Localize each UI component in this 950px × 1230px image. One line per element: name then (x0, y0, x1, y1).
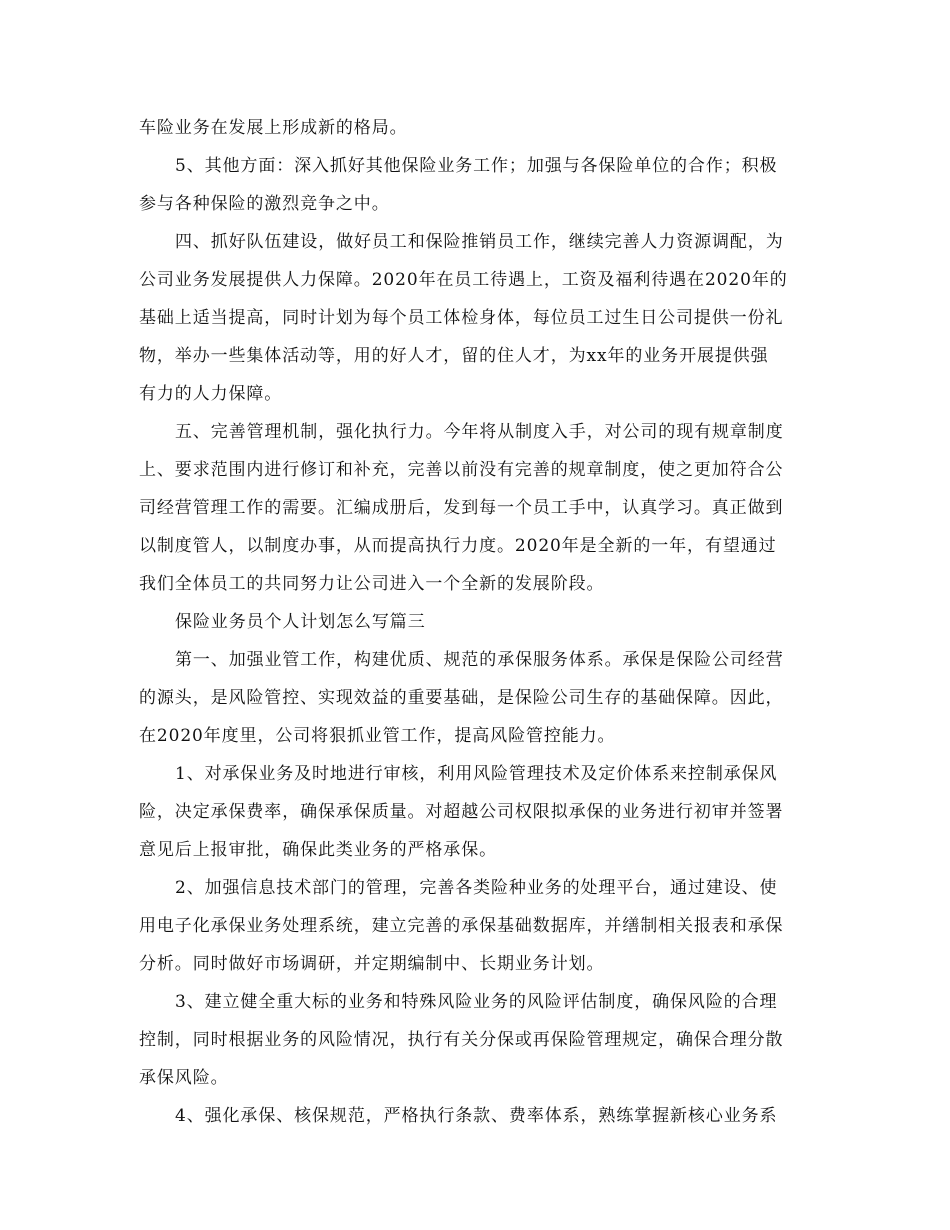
text-line: 司经营管理工作的需要。汇编成册后，发到每一个员工手中，认真学习。真正做到 (139, 498, 784, 518)
text-line: 我们全体员工的共同努力让公司进入一个全新的发展阶段。 (139, 574, 605, 594)
text-line: 分析。同时做好市场调研，并定期编制中、长期业务计划。 (139, 954, 605, 974)
text-line: 有力的人力保障。 (139, 384, 283, 404)
text-line: 四、抓好队伍建设，做好员工和保险推销员工作，继续完善人力资源调配，为 (175, 232, 784, 252)
text-line: 的源头，是风险管控、实现效益的重要基础，是保险公司生存的基础保障。因此， (139, 688, 784, 708)
text-line: 承保风险。 (139, 1068, 229, 1088)
text-line: 险，决定承保费率，确保承保质量。对超越公司权限拟承保的业务进行初审并签署 (139, 802, 784, 822)
text-line: 五、完善管理机制，强化执行力。今年将从制度入手，对公司的现有规章制度 (175, 422, 784, 442)
text-line: 车险业务在发展上形成新的格局。 (139, 118, 408, 138)
text-line: 在2020年度里，公司将狠抓业管工作，提高风险管控能力。 (139, 726, 616, 746)
text-line: 1、对承保业务及时地进行审核，利用风险管理技术及定价体系来控制承保风 (175, 764, 778, 784)
text-line: 第一、加强业管工作，构建优质、规范的承保服务体系。承保是保险公司经营 (175, 650, 784, 670)
text-line: 2、加强信息技术部门的管理，完善各类险种业务的处理平台，通过建设、使 (175, 878, 778, 898)
text-line: 以制度管人，以制度办事，从而提高执行力度。2020年是全新的一年，有望通过 (139, 536, 777, 556)
text-line: 参与各种保险的激烈竞争之中。 (139, 194, 390, 214)
text-line: 3、建立健全重大标的业务和特殊风险业务的风险评估制度，确保风险的合理 (175, 992, 778, 1012)
section-heading: 保险业务员个人计划怎么写篇三 (175, 612, 426, 632)
text-line: 5、其他方面：深入抓好其他保险业务工作；加强与各保险单位的合作；积极 (175, 156, 778, 176)
text-line: 公司业务发展提供人力保障。2020年在员工待遇上，工资及福利待遇在2020年的 (139, 270, 788, 290)
text-line: 用电子化承保业务处理系统，建立完善的承保基础数据库，并缮制相关报表和承保 (139, 916, 784, 936)
text-line: 基础上适当提高，同时计划为每个员工体检身体，每位员工过生日公司提供一份礼 (139, 308, 784, 328)
text-line: 上、要求范围内进行修订和补充，完善以前没有完善的规章制度，使之更加符合公 (139, 460, 784, 480)
text-line: 意见后上报审批，确保此类业务的严格承保。 (139, 840, 497, 860)
text-line: 4、强化承保、核保规范，严格执行条款、费率体系，熟练掌握新核心业务系 (175, 1106, 778, 1126)
text-line: 物，举办一些集体活动等，用的好人才，留的住人才，为xx年的业务开展提供强 (139, 346, 769, 366)
text-line: 控制，同时根据业务的风险情况，执行有关分保或再保险管理规定，确保合理分散 (139, 1030, 784, 1050)
